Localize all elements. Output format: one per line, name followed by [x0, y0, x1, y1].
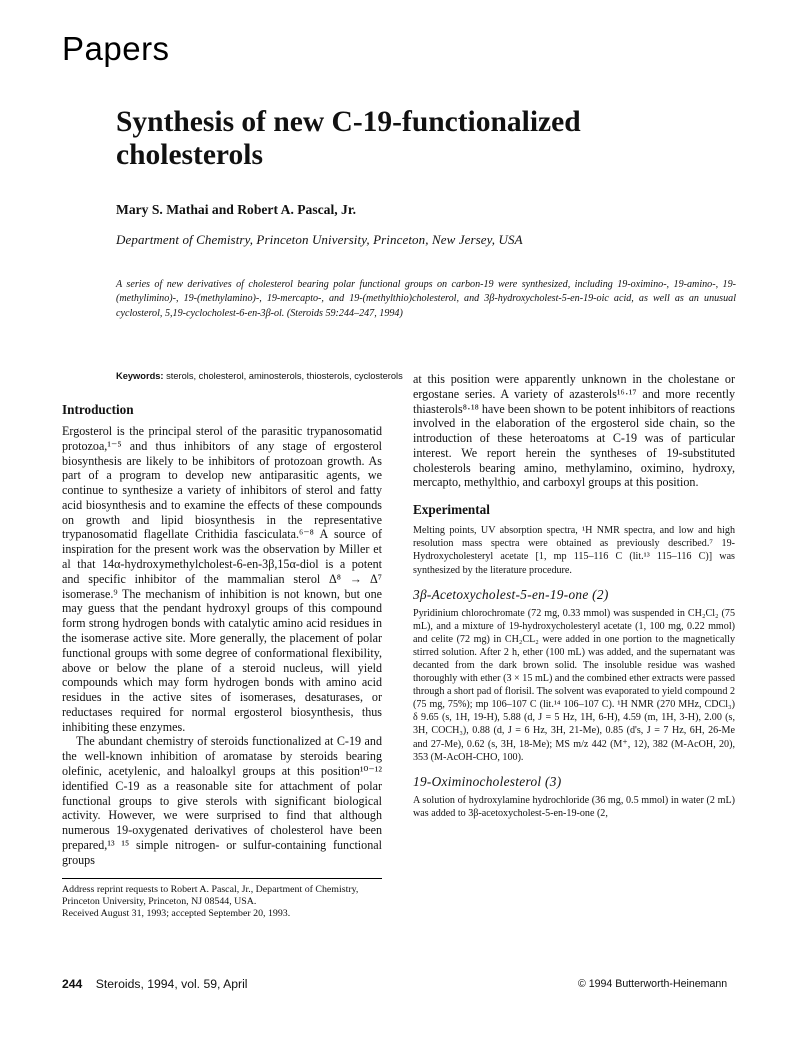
copyright-notice: © 1994 Butterworth-Heinemann: [578, 978, 728, 990]
section-label: Papers: [62, 30, 170, 67]
footnote-address: Address reprint requests to Robert A. Pascal, Jr., Department of Chemistry, Princeton University, Princeton, NJ 08544, USA.: [62, 884, 359, 908]
keywords-text: sterols, cholesterol, aminosterols, thiosterols, cyclosterols: [166, 371, 403, 381]
compound-3-paragraph: A solution of hydroxylamine hydrochloride (36 mg, 0.5 mmol) in water (2 mL) was added to 3β-acetoxycholest-5-en-19-one (2,: [413, 794, 735, 819]
article-title: [116, 106, 716, 172]
introduction-heading: Introduction: [62, 402, 134, 417]
experimental-heading: Experimental: [413, 502, 490, 518]
footnote-divider: [62, 878, 382, 879]
introduction-paragraph-2: The abundant chemistry of steroids functionalized at C-19 and the well-known inhibition of aromatase by steroids bearing olefinic, acetylenic, and haloalkyl groups at this position¹⁰⁻¹² identified C-19 as a reasonable site for attachment of polar functional groups to give sterols with significant biological activity. However, we were surprised to find that although numerous 19-oxygenated derivatives of cholesterol have been prepared,¹³ ¹⁵ simple nitrogen- or sulfur-containing functional groups: [62, 734, 382, 867]
affiliation: Department of Chemistry, Princeton University, Princeton, New Jersey, USA: [116, 232, 523, 247]
keywords-label: Keywords:: [116, 371, 164, 381]
page-number: 244: [62, 977, 83, 991]
keywords: [116, 371, 403, 381]
abstract: A series of new derivatives of cholesterol bearing polar functional groups on carbon-19 were synthesized, including 19-oximino-, 19-amino-, 19-(methylimino)-, 19-(methylamino)-, 19-mercapto-, and 19-(methylthio)cholesterol, and 3β-hydroxycholest-5-en-19-oic acid, as well as an unusual cyclosterol, 5,19-cyclocholest-6-en-3β-ol. (Steroids 59:244–247, 1994): [116, 279, 736, 319]
compound-2-heading: 3β-Acetoxycholest-5-en-19-one (2): [413, 586, 609, 602]
journal-citation: Steroids, 1994, vol. 59, April: [95, 977, 248, 991]
compound-2-paragraph: Pyridinium chlorochromate (72 mg, 0.33 mmol) was suspended in CH₂Cl₂ (75 mL), and a mixture of 19-hydroxycholesteryl acetate (1, 100 mg, 0.22 mmol) and celite (72 mg) in CH₂CL₂ were added in one portion to the magnetically stirred solution. After 2 h, ether (100 mL) was added, and the supernatant was decanted from the dark brown solid. The insoluble residue was washed thoroughly with ether (3 × 15 mL) and the combined ether extracts were passed through a short pad of florisil. The solvent was evaporated to yield compound 2 (75 mg, 75%); mp 106–107 C (lit.¹⁴ 106–107 C). ¹H NMR (270 MHz, CDCl₃) δ 9.65 (s, 1H, 19-H), 5.88 (d, J = 5 Hz, 1H, 6-H), 4.59 (m, 1H, 3-H), 2.00 (s, 3H, COCH₃), 0.88 (d, J = 6 Hz, 3H, 21-Me), 0.85 (d's, J = 7 Hz, 6H, 26-Me and 27-Me), 0.62 (s, 3H, 18-Me); MS m/z 442 (M⁺, 12), 382 (M-AcOH, 20), 353 (M-AcOH-CHO, 100).: [413, 607, 735, 763]
author-list: Mary S. Mathai and Robert A. Pascal, Jr.: [116, 202, 357, 217]
introduction-paragraph-1: Ergosterol is the principal sterol of the parasitic trypanosomatid protozoa,¹⁻⁵ and thus inhibitors of any stage of ergosterol biosynthesis are likely to be inhibitors of protozoan growth. As part of a program to develop new antiparasitic agents, we continue to synthesize a variety of inhibitors of sterol and fatty acid biosynthesis and to examine the effects of these compounds on growth and lipid biosynthesis in the representative trypanosomatid flagellate Crithidia fasciculata.⁶⁻⁸ A source of inspiration for the present work was the observation by Miller et al that 14α-hydroxymethylcholest-6-en-3β,15α-diol is a potent and specific inhibitor of the mammalian sterol Δ⁸ → Δ⁷ isomerase.⁹ The mechanism of inhibition is not known, but one may guess that the pendant hydroxyl groups of this compound form strong hydrogen bonds with catalytic amino acid residues in the isomerase active site. More generally, the placement of polar functional groups with some degree of conformational flexibility, above or below the plane of a steroid nucleus, will yield compounds which may form hydrogen bonds with amino acid residues in the active sites of isomerases, desaturases, or reductases required for normal ergosterol biosynthesis, thus inhibiting these enzymes.: [62, 424, 382, 734]
experimental-paragraph: Melting points, UV absorption spectra, ¹H NMR spectra, and low and high resolution mass spectra were obtained as previously described.⁷ 19-Hydroxycholesteryl acetate [1, mp 115–116 C (lit.¹³ 115–116 C)] was synthesized by the literature procedure.: [413, 525, 735, 576]
right-column: [413, 372, 735, 820]
footnote: [62, 884, 384, 921]
introduction-paragraph-continued: at this position were apparently unknown in the cholestane or ergostane series. A variety of azasterols¹⁶·¹⁷ and more recently thiasterols⁸·¹⁸ have been shown to be potent inhibitors of reactions involved in the elaboration of the ergosterol side chain, so the introduction of these heteroatoms at C-19 was of particular interest. We report herein the syntheses of 19-substituted cholesterols bearing amino, methylamino, oximino, hydroxy, mercapto, methylthio, and carboxyl groups at this position.: [413, 372, 735, 490]
title-line-2: cholesterols: [116, 139, 263, 171]
left-column: [62, 402, 382, 867]
title-line-1: Synthesis of new C-19-functionalized: [116, 106, 581, 138]
footnote-received: Received August 31, 1993; accepted September 20, 1993.: [62, 908, 291, 920]
page-footer: [62, 977, 248, 991]
compound-3-heading: 19-Oximinocholesterol (3): [413, 773, 562, 789]
